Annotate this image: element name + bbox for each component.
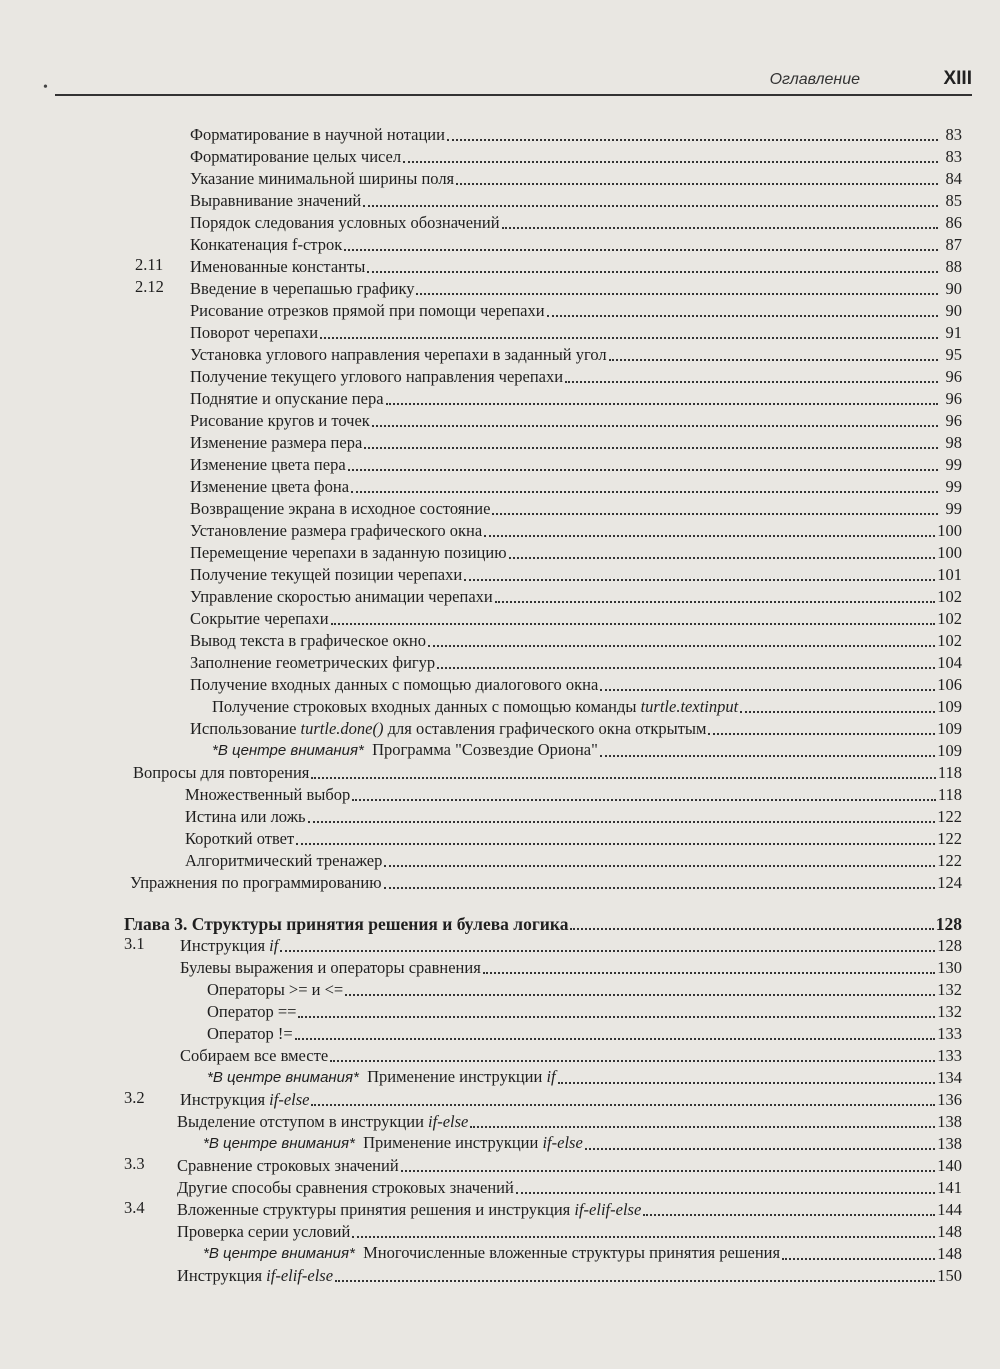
toc-entry — [177, 1110, 962, 1132]
toc-entry — [190, 145, 962, 167]
toc-entry-title: Изменение цвета фона — [190, 477, 350, 496]
dot-leader — [585, 1147, 935, 1150]
toc-entry-page: 128 — [937, 936, 962, 955]
toc-entry-page: 96 — [945, 411, 962, 430]
toc-entry — [207, 1066, 962, 1088]
toc-entry — [190, 651, 962, 673]
toc-entry-page: 118 — [937, 763, 962, 782]
toc-entry-page: 133 — [937, 1024, 962, 1043]
toc-entry-title: Заполнение геометрических фигур — [190, 653, 436, 672]
section-number: 2.11 — [135, 255, 164, 274]
toc-entry — [190, 453, 962, 475]
toc-entry-title: Оператор != — [207, 1024, 293, 1043]
dot-leader — [464, 578, 935, 581]
toc-entry-title: Установка углового направления черепахи в заданный угол — [190, 345, 607, 364]
toc-entry-page: 122 — [937, 829, 962, 848]
toc-entry-page: 136 — [937, 1090, 962, 1109]
toc-entry-title: Выравнивание значений — [190, 191, 362, 210]
toc-entry-title: Упражнения по программированию — [130, 873, 382, 892]
toc-entry-title: Алгоритмический тренажер — [185, 851, 383, 870]
toc-entry-page: 109 — [937, 719, 962, 738]
toc-entry-title — [180, 936, 278, 956]
code-term: if-elif-else — [574, 1200, 642, 1219]
dot-leader — [352, 798, 936, 801]
toc-entry — [190, 299, 962, 321]
section-number: 3.4 — [124, 1198, 145, 1217]
dot-leader — [600, 688, 935, 691]
toc-entry-text: Получение строковых входных данных с помощью команды — [212, 697, 637, 716]
spotlight-label: *В центре внимания* — [212, 742, 364, 759]
dot-leader — [509, 556, 936, 559]
code-term: turtle.textinput — [640, 697, 739, 716]
code-term: if-else — [542, 1133, 583, 1152]
toc-entry — [190, 255, 962, 277]
toc-entry-page: 118 — [937, 785, 962, 804]
toc-entry-title: Управление скоростью анимации черепахи — [190, 587, 493, 606]
dot-leader — [308, 820, 936, 823]
toc-entry-page: 83 — [945, 147, 962, 166]
toc-entry-title — [180, 1090, 309, 1110]
dot-leader — [344, 248, 938, 251]
toc-entry-title: Возвращение экрана в исходное состояние — [190, 499, 491, 518]
dot-leader — [416, 292, 938, 295]
toc-entry-title: Указание минимальной ширины поля — [190, 169, 455, 188]
dot-leader — [456, 182, 938, 185]
toc-entry — [190, 629, 962, 651]
toc-entry-page: 91 — [945, 323, 962, 342]
toc-entry-page: 109 — [937, 741, 962, 760]
toc-entry — [190, 365, 962, 387]
dot-leader — [364, 446, 938, 449]
dot-leader — [643, 1213, 935, 1216]
toc-entry-text: Вложенные структуры принятия решения и инструкция — [177, 1200, 571, 1219]
dot-leader — [351, 490, 938, 493]
toc-entry-title: Собираем все вместе — [180, 1046, 329, 1065]
dot-leader — [298, 1015, 935, 1018]
toc-entry-page: 102 — [937, 587, 962, 606]
toc-entry-title: Форматирование целых чисел — [190, 147, 402, 166]
dot-leader — [320, 336, 938, 339]
toc-entry — [190, 673, 962, 695]
toc-entry-title — [177, 1200, 641, 1220]
toc-entry-page: 104 — [937, 653, 962, 672]
toc-entry-page: 84 — [945, 169, 962, 188]
dot-leader — [296, 842, 935, 845]
toc-entry-text: Инструкция — [180, 936, 266, 955]
toc-entry — [180, 1044, 962, 1066]
dot-leader — [352, 1235, 935, 1238]
dot-leader — [782, 1257, 935, 1260]
toc-entry-page: 132 — [937, 1002, 962, 1021]
toc-entry — [177, 1198, 962, 1220]
toc-entry-title: Булевы выражения и операторы сравнения — [180, 958, 481, 977]
toc-entry — [190, 585, 962, 607]
toc-entry-page: 90 — [945, 279, 962, 298]
spotlight-label: *В центре внимания* — [203, 1245, 355, 1262]
toc-entry-text: Инструкция — [177, 1266, 263, 1285]
dot-leader — [363, 204, 938, 207]
toc-entry-page: 87 — [945, 235, 962, 254]
dot-leader — [447, 138, 938, 141]
toc-entry-title: Проверка серии условий — [177, 1222, 351, 1241]
toc-entry-text: Применение инструкции — [367, 1067, 543, 1086]
toc-entry-page: 144 — [937, 1200, 962, 1219]
toc-entry-page: 100 — [937, 521, 962, 540]
toc-entry-page: 96 — [945, 367, 962, 386]
toc-entry-title: Вывод текста в графическое окно — [190, 631, 426, 650]
toc-entry-title — [177, 1112, 468, 1132]
toc-entry-title: Вопросы для повторения — [133, 763, 310, 782]
dot-leader — [483, 971, 935, 974]
dot-leader — [384, 886, 936, 889]
dot-leader — [335, 1279, 935, 1282]
toc-entry — [190, 277, 962, 299]
dot-leader — [401, 1169, 936, 1172]
toc-entry-page: 141 — [937, 1178, 962, 1197]
dot-leader — [740, 710, 935, 713]
dot-leader — [367, 270, 938, 273]
code-term: turtle.done() — [300, 719, 384, 738]
toc-entry — [177, 1176, 962, 1198]
toc-entry — [190, 123, 962, 145]
dot-leader — [565, 380, 938, 383]
dot-leader — [311, 1103, 935, 1106]
toc-entry-title — [190, 719, 706, 739]
spotlight-label: *В центре внимания* — [203, 1135, 355, 1152]
toc-entry-page: 85 — [945, 191, 962, 210]
dot-leader — [708, 732, 935, 735]
code-term: if-elif-else — [266, 1266, 334, 1285]
toc-entry-title: Изменение размера пера — [190, 433, 363, 452]
running-head: Оглавление — [769, 71, 860, 88]
section-number: 3.2 — [124, 1088, 145, 1107]
toc-entry — [185, 805, 962, 827]
dot-leader — [492, 512, 938, 515]
section-number: 3.3 — [124, 1154, 145, 1173]
toc-entry-page: 138 — [937, 1112, 962, 1131]
margin-dot: • — [43, 80, 48, 95]
toc-entry-page: 102 — [937, 631, 962, 650]
toc-entry-page: 100 — [937, 543, 962, 562]
toc-entry-page: 106 — [937, 675, 962, 694]
dot-leader — [570, 927, 933, 930]
toc-entry-title: Рисование кругов и точек — [190, 411, 370, 430]
toc-entry-page: 122 — [937, 807, 962, 826]
toc-entry-title: Истина или ложь — [185, 807, 306, 826]
toc-entry-title: Получение входных данных с помощью диалогового окна — [190, 675, 599, 694]
dot-leader — [547, 314, 938, 317]
page-number: XIII — [943, 68, 972, 89]
toc-entry-title: Получение текущего углового направления черепахи — [190, 367, 564, 386]
dot-leader — [470, 1125, 935, 1128]
toc-entry-title: Оператор == — [207, 1002, 297, 1021]
toc-entry-title: Установление размера графического окна — [190, 521, 483, 540]
toc-entry — [190, 211, 962, 233]
toc-entry — [207, 1000, 962, 1022]
toc-entry-text: Использование — [190, 719, 297, 738]
code-term: if — [269, 936, 279, 955]
toc-entry-page: 148 — [937, 1244, 962, 1263]
toc-entry — [190, 497, 962, 519]
toc-entry-page: 124 — [937, 873, 962, 892]
dot-leader — [384, 864, 935, 867]
toc-entry-page: 83 — [945, 125, 962, 144]
toc-entry-text: Выделение отступом в инструкции — [177, 1112, 424, 1131]
toc-entry — [177, 1220, 962, 1242]
code-term: if-else — [269, 1090, 310, 1109]
toc-entry-title: Сокрытие черепахи — [190, 609, 329, 628]
dot-leader — [372, 424, 938, 427]
toc-entry-title: Перемещение черепахи в заданную позицию — [190, 543, 507, 562]
toc-entry — [203, 1242, 962, 1264]
dot-leader — [386, 402, 938, 405]
toc-entry-page: 99 — [945, 499, 962, 518]
toc-entry — [212, 739, 962, 761]
toc-entry-page: 140 — [937, 1156, 962, 1175]
toc-entry-title: Порядок следования условных обозначений — [190, 213, 500, 232]
toc-entry-text: Инструкция — [180, 1090, 266, 1109]
toc-entry-title: Конкатенация f-строк — [190, 235, 343, 254]
toc-entry-title: Сравнение строковых значений — [177, 1156, 399, 1175]
section-number: 3.1 — [124, 934, 145, 953]
dot-leader — [330, 1059, 935, 1062]
toc-entry — [177, 1264, 962, 1286]
toc-entry-page: 95 — [945, 345, 962, 364]
toc-entry-title — [203, 1133, 583, 1154]
toc-entry — [130, 871, 962, 893]
dot-leader — [331, 622, 936, 625]
toc-entry-title: Введение в черепашью графику — [190, 279, 415, 298]
dot-leader — [516, 1191, 935, 1194]
toc-entry — [212, 695, 962, 717]
toc-entry — [190, 167, 962, 189]
dot-leader — [495, 600, 936, 603]
toc-entry-text: для оставления графического окна открытым — [387, 719, 707, 738]
toc-entry — [185, 783, 962, 805]
toc-entry-page: 99 — [945, 455, 962, 474]
dot-leader — [345, 993, 935, 996]
chapter-heading — [124, 912, 962, 934]
toc-entry-page: 134 — [937, 1068, 962, 1087]
toc-entry-title: Рисование отрезков прямой при помощи черепахи — [190, 301, 545, 320]
chapter-page: 128 — [935, 914, 962, 934]
toc-entry-text: Применение инструкции — [363, 1133, 539, 1152]
toc-entry-page: 138 — [937, 1134, 962, 1153]
toc-entry-title — [177, 1266, 333, 1286]
toc-entry — [180, 934, 962, 956]
toc-entry — [190, 563, 962, 585]
dot-leader — [311, 776, 935, 779]
toc-entry-title: Поворот черепахи — [190, 323, 319, 342]
toc-entry-title — [203, 1243, 780, 1264]
toc-entry — [207, 1022, 962, 1044]
toc-entry-page: 99 — [945, 477, 962, 496]
toc-entry — [190, 387, 962, 409]
dot-leader — [348, 468, 938, 471]
toc-entry-title — [207, 1067, 556, 1088]
toc-entry-page: 98 — [945, 433, 962, 452]
section-number: 2.12 — [135, 277, 164, 296]
toc-entry-page: 88 — [945, 257, 962, 276]
toc-entry — [133, 761, 962, 783]
toc-entry — [190, 343, 962, 365]
toc-entry-title — [212, 697, 738, 717]
toc-entry-page: 109 — [937, 697, 962, 716]
toc-entry-page: 90 — [945, 301, 962, 320]
toc-entry-page: 101 — [937, 565, 962, 584]
toc-entry-page: 96 — [945, 389, 962, 408]
dot-leader — [609, 358, 938, 361]
toc-entry-text: Программа "Созвездие Ориона" — [372, 740, 598, 759]
toc-entry-page: 132 — [937, 980, 962, 999]
toc-entry-page: 150 — [937, 1266, 962, 1285]
dot-leader — [437, 666, 935, 669]
toc-entry — [190, 717, 962, 739]
toc-entry-title — [212, 740, 598, 761]
toc-entry — [190, 189, 962, 211]
toc-entry-title: Другие способы сравнения строковых значений — [177, 1178, 514, 1197]
toc-entry — [190, 321, 962, 343]
toc-entry — [190, 519, 962, 541]
spotlight-label: *В центре внимания* — [207, 1069, 359, 1086]
toc-entry-title: Получение текущей позиции черепахи — [190, 565, 463, 584]
toc-entry — [190, 233, 962, 255]
dot-leader — [484, 534, 935, 537]
toc-entry-page: 86 — [945, 213, 962, 232]
toc-entry-title: Форматирование в научной нотации — [190, 125, 445, 144]
toc-entry — [180, 956, 962, 978]
dot-leader — [403, 160, 938, 163]
toc-entry-page: 133 — [937, 1046, 962, 1065]
toc-entry-page: 130 — [937, 958, 962, 977]
toc-entry-text: Многочисленные вложенные структуры принятия решения — [363, 1243, 781, 1262]
dot-leader — [558, 1081, 936, 1084]
dot-leader — [280, 949, 935, 952]
code-term: if-else — [428, 1112, 469, 1131]
toc-entry-title: Короткий ответ — [185, 829, 295, 848]
toc-entry — [190, 541, 962, 563]
toc-entry-page: 102 — [937, 609, 962, 628]
toc-entry — [185, 827, 962, 849]
toc-entry — [185, 849, 962, 871]
dot-leader — [428, 644, 935, 647]
toc-entry-title: Именованные константы — [190, 257, 366, 276]
toc-entry — [177, 1154, 962, 1176]
toc-entry-title: Множественный выбор — [185, 785, 351, 804]
toc-entry-page: 122 — [937, 851, 962, 870]
toc-entry — [207, 978, 962, 1000]
toc-entry — [190, 475, 962, 497]
toc-entry — [203, 1132, 962, 1154]
toc-entry-title: Поднятие и опускание пера — [190, 389, 384, 408]
toc-entry-title: Операторы >= и <= — [207, 980, 344, 999]
toc-entry — [180, 1088, 962, 1110]
code-term: if — [546, 1067, 556, 1086]
toc-entry — [190, 431, 962, 453]
toc-entry-page: 148 — [937, 1222, 962, 1241]
toc-entry-title: Изменение цвета пера — [190, 455, 346, 474]
toc-entry — [190, 607, 962, 629]
dot-leader — [600, 754, 935, 757]
toc-entry — [190, 409, 962, 431]
dot-leader — [295, 1037, 936, 1040]
chapter-title: Глава 3. Структуры принятия решения и булева логика — [124, 914, 569, 934]
dot-leader — [502, 226, 938, 229]
